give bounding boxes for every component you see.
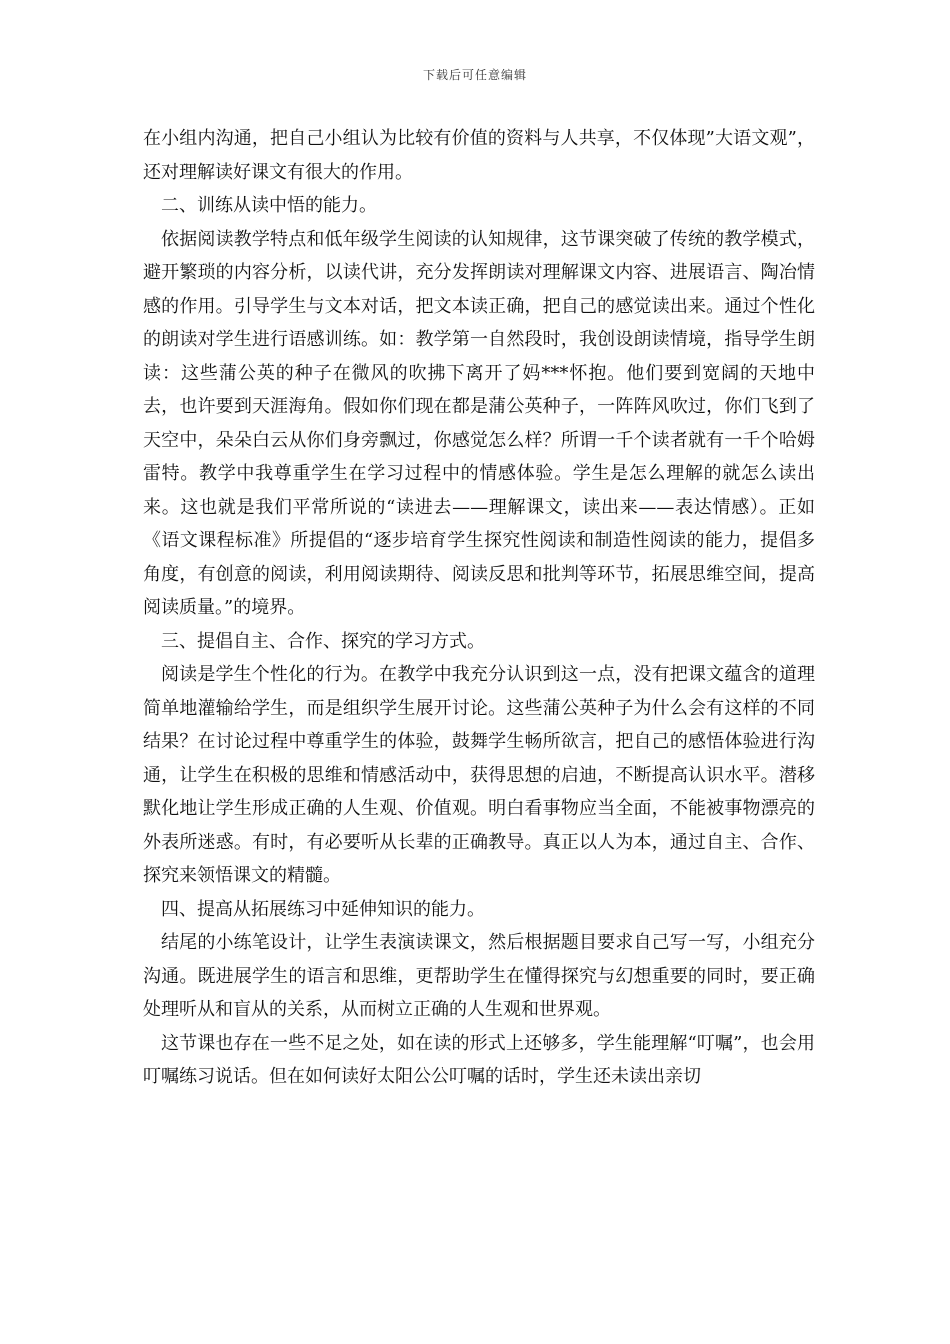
section-heading-3: 三、提倡自主、合作、探究的学习方式。	[161, 630, 485, 652]
section-heading-2: 二、训练从读中悟的能力。	[161, 195, 377, 216]
page-header: 下载后可任意编辑	[422, 68, 527, 82]
document-body	[143, 122, 815, 1094]
paragraph-reading-training: 依据阅读教学特点和低年级学生阅读的认知规律，这节课突破了传统的教学模式，避开繁琐的内容分析，以读代讲，充分发挥朗读对理解课文内容、进展语言、陶冶情感的作用。引导学生与文本对话，把文本读正确，把自己的感觉读出来。通过个性化的朗读对学生进行语感训练。如：教学第一自然段时，我创设朗读情境，指导学生朗读：这些蒲公英的种子在微风的吹拂下离开了妈***怀抱。他们要到宽阔的天地中去，也许要到天涯海角。假如你们现在都是蒲公英种子，一阵阵风吹过，你们飞到了天空中，朵朵白云从你们身旁飘过，你感觉怎么样？所谓一千个读者就有一千个哈姆雷特。教学中我尊重学生在学习过程中的情感体验。学生是怎么理解的就怎么读出来。这也就是我们平常所说的“读进去——理解课文，读出来——表达情感）。正如《语文课程标准》所提倡的“逐步培育学生探究性阅读和制造性阅读的能力，提倡多角度，有创意的阅读，利用阅读期待、阅读反思和批判等环节，拓展思维空间，提高阅读质量。”的境界。	[143, 228, 815, 618]
section-heading-4: 四、提高从拓展练习中延伸知识的能力。	[161, 898, 485, 920]
paragraph-extension-practice: 结尾的小练笔设计，让学生表演读课文，然后根据题目要求自己写一写，小组充分沟通。既进展学生的语言和思维，更帮助学生在懂得探究与幻想重要的同时，要正确处理听从和盲从的关系，从而树立正确的人生观和世界观。	[143, 932, 815, 1020]
paragraph-continuation: 在小组内沟通，把自己小组认为比较有价值的资料与人共享，不仅体现”大语文观”，还对理解读好课文有很大的作用。	[143, 128, 815, 183]
paragraph-shortcomings: 这节课也存在一些不足之处，如在读的形式上还够多，学生能理解“叮嘱”，也会用叮嘱练习说话。但在如何读好太阳公公叮嘱的话时，学生还未读出亲切	[143, 1032, 815, 1087]
paragraph-learning-method: 阅读是学生个性化的行为。在教学中我充分认识到这一点，没有把课文蕴含的道理简单地灌输给学生，而是组织学生展开讨论。这些蒲公英种子为什么会有这样的不同结果？在讨论过程中尊重学生的体验，鼓舞学生畅所欲言，把自己的感悟体验进行沟通，让学生在积极的思维和情感活动中，获得思想的启迪，不断提高认识水平。潜移默化地让学生形成正确的人生观、价值观。明白看事物应当全面，不能被事物漂亮的外表所迷惑。有时，有必要听从长辈的正确教导。真正以人为本，通过自主、合作、探究来领悟课文的精髓。	[143, 664, 815, 886]
